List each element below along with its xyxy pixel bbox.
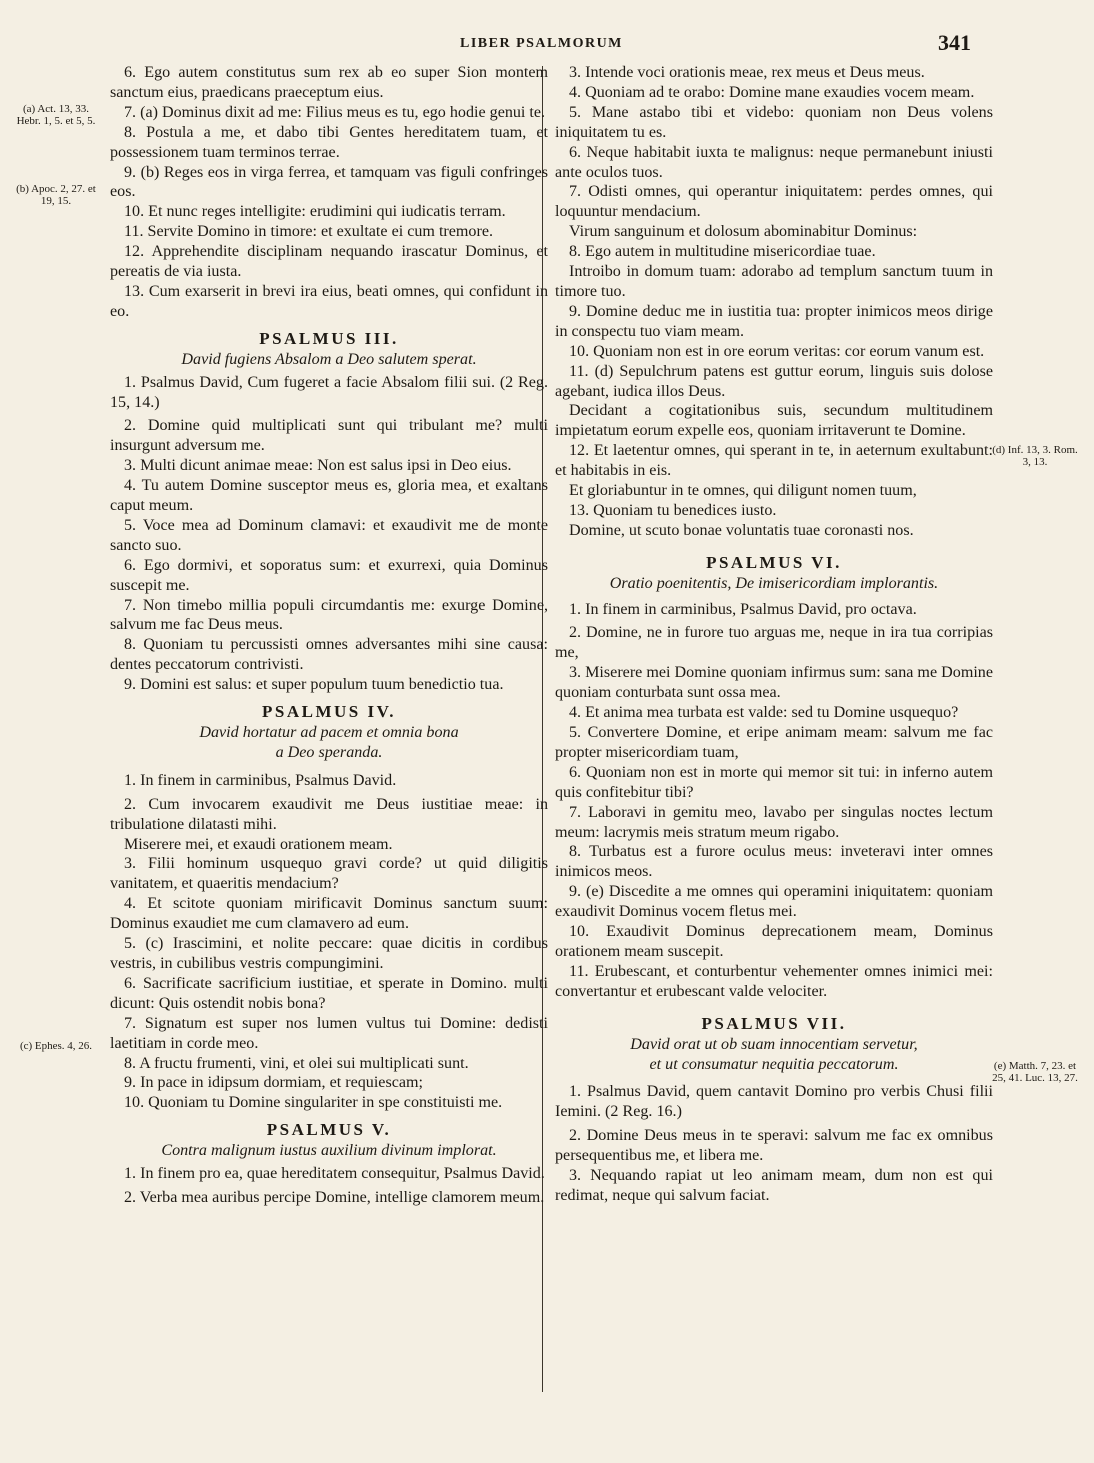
verse: Domine, ut scuto bonae voluntatis tuae coronasti nos. [569,521,914,539]
verse: 3. Intende voci orationis meae, rex meus et Deus meus. [569,64,925,81]
verse: 11. Erubescant, et conturbentur vehementer omnes inimici mei: convertantur et erubescant valde velociter. [555,962,993,1000]
verse: 10. Quoniam tu Domine singulariter in spe constituisti me. [124,1094,503,1112]
verse: 4. Et scitote quoniam mirificavit Dominus sanctum suum: Dominus exaudiet me cum clamavero ad eum. [110,895,548,933]
verse: 10. Exaudivit Dominus deprecationem meam, Dominus orationem meam suscepit. [555,923,993,960]
verse: 6. Quoniam non est in morte qui memor sit tui: in inferno autem quis confitebitur tibi? [555,763,993,801]
verse: 13. Cum exarserit in brevi ira eius, beati omnes, qui confidunt in eo. [110,282,548,320]
verse: 1. In finem in carminibus, Psalmus David. [124,771,397,789]
verse: 13. Quoniam tu benedices iusto. [569,501,777,519]
verse: 7. (a) Dominus dixit ad me: Filius meus es tu, ego hodie genui te. [124,103,546,121]
verse: Virum sanguinum et dolosum abominabitur Dominus: [569,223,918,241]
psalm-title: PSALMUS VI. [706,552,842,572]
verse: 7. Signatum est super nos lumen vultus tui Domine: dedisti laetitiam in corde meo. [110,1014,548,1052]
verse: 1. In finem pro ea, quae hereditatem consequitur, Psalmus David. [124,1165,545,1183]
verse: 8. Postula a me, et dabo tibi Gentes hereditatem tuam, et possessionem tuam terminos terrae. [110,123,548,161]
verse: 6. Ego dormivi, et soporatus sum: et exurrexi, quia Dominus suscepit me. [110,556,548,594]
verse: 9. Domine deduc me in iustitia tua: propter inimicos meos dirige in conspectu tuo viam meam. [555,302,993,340]
page-header [0,32,1094,56]
verse: 6. Neque habitabit iuxta te malignus: neque permanebunt iniusti ante oculos tuos. [555,143,993,181]
verse: 8. Quoniam tu percussisti omnes adversantes mihi sine causa: dentes peccatorum contrivisti. [110,636,548,674]
margin-note: (c) Ephes. 4, 26. [19,1040,93,1052]
verse: 7. Non timebo millia populi circumdantis me: exurge Domine, salvum me fac Deus meus. [110,596,548,634]
psalm-subtitle: a Deo speranda. [275,743,383,761]
verse: 5. Mane astabo tibi et videbo: quoniam non Deus volens iniquitatem tu es. [555,103,993,141]
verse: 2. Domine Deus meus in te speravi: salvum me fac ex omnibus persequentibus me, et libera me. [555,1127,993,1165]
left-column [110,63,548,1208]
verse: 9. In pace in idipsum dormiam, et requiescam; [124,1074,423,1092]
verse: 5. Convertere Domine, et eripe animam meam: salvum me fac propter misericordiam tuam, [555,724,993,761]
verse: 1. Psalmus David, Cum fugeret a facie Absalom filii sui. (2 Reg. 15, 14.) [110,373,548,411]
psalm-subtitle: David orat ut ob suam innocentiam servetur, [630,1035,918,1053]
verse: 4. Quoniam ad te orabo: Domine mane exaudies vocem meam. [569,83,975,101]
psalm-title: PSALMUS IV. [262,702,396,722]
verse: 3. Miserere mei Domine quoniam infirmus sum: sana me Domine quoniam conturbata sunt ossa mea. [555,664,993,702]
running-title: LIBER PSALMORUM [460,36,623,51]
verse: 1. In finem in carminibus, Psalmus David, pro octava. [569,600,917,618]
verse: Et gloriabuntur in te omnes, qui diligunt nomen tuum, [569,482,917,500]
verse: 3. Filii hominum usquequo gravi corde? ut quid diligitis vanitatem, et quaeritis mendacium? [110,855,548,893]
verse: Miserere mei, et exaudi orationem meam. [124,835,393,853]
verse: 3. Multi dicunt animae meae: Non est salus ipsi in Deo eius. [124,457,512,475]
verse: 9. (e) Discedite a me omnes qui operamini iniquitatem: quoniam exaudivit Dominus vocem fletus mei. [555,883,993,921]
verse: 9. (b) Reges eos in virga ferrea, et tamquam vas figuli confringes eos. [110,163,548,201]
verse: 5. (c) Irascimini, et nolite peccare: quae dicitis in cordibus vestris, in cubilibus vestris compungimini. [110,935,548,972]
verse: 8. A fructu frumenti, vini, et olei sui multiplicati sunt. [124,1054,469,1072]
verse: 2. Cum invocarem exaudivit me Deus iustitiae meae: in tribulatione dilatasti mihi. [110,795,548,833]
verse: 12. Et laetentur omnes, qui sperant in te, in aeternum exultabunt: et habitabis in eis. [555,442,993,480]
verse: 11. (d) Sepulchrum patens est guttur eorum, linguis suis dolose agebant, iudica illos Deus. [555,362,993,400]
verse: Decidant a cogitationibus suis, secundum multitudinem impietatum eorum expelle eos, quoniam irritaverunt te Domine. [555,402,993,440]
psalm-subtitle: Contra malignum iustus auxilium divinum implorat. [161,1142,497,1160]
verse: 6. Ego autem constitutus sum rex ab eo super Sion montem sanctum eius, praedicans praeceptum eius. [110,64,548,101]
verse: 8. Ego autem in multitudine misericordiae tuae. [569,243,876,261]
verse: Introibo in domum tuam: adorabo ad templum sanctum tuum in timore tuo. [555,263,993,300]
verse: 1. Psalmus David, quem cantavit Domino pro verbis Chusi filii Iemini. (2 Reg. 16.) [555,1083,993,1121]
verse: 6. Sacrificate sacrificium iustitiae, et sperate in Domino. multi dicunt: Quis ostendit nobis bona? [110,974,548,1012]
margin-note: (d) Inf. 13, 3. Rom. 3, 13. [992,444,1078,468]
margin-note: (a) Act. 13, 33. Hebr. 1, 5. et 5, 5. [16,103,96,127]
psalm-subtitle: David fugiens Absalom a Deo salutem sperat. [181,350,477,368]
margin-note: (b) Apoc. 2, 27. et 19, 15. [16,183,96,207]
psalm-subtitle: Oratio poenitentis, De imisericordiam implorantis. [609,574,939,592]
verse: 3. Nequando rapiat ut leo animam meam, dum non est qui redimat, neque qui salvum faciat. [555,1167,993,1204]
verse: 10. Quoniam non est in ore eorum veritas: cor eorum vanum est. [569,342,985,360]
verse: 11. Servite Domino in timore: et exultate ei cum tremore. [124,223,494,241]
verse: 4. Tu autem Domine susceptor meus es, gloria mea, et exaltans caput meum. [110,477,548,515]
verse: 8. Turbatus est a furore oculus meus: inveteravi inter omnes inimicos meos. [555,843,993,881]
verse: 4. Et anima mea turbata est valde: sed tu Domine usquequo? [569,704,959,722]
verse: 9. Domini est salus: et super populum tuum benedictio tua. [124,676,504,694]
verse: 12. Apprehendite disciplinam nequando irascatur Dominus, et pereatis de via iusta. [110,243,548,281]
verse: 5. Voce mea ad Dominum clamavi: et exaudivit me de monte sancto suo. [110,516,548,554]
verse: 2. Verba mea auribus percipe Domine, intellige clamorem meum. [124,1188,545,1206]
verse: 7. Odisti omnes, qui operantur iniquitatem: perdes omnes, qui loquuntur mendacium. [555,183,993,221]
psalm-title: PSALMUS V. [266,1120,392,1140]
psalm-subtitle: David hortatur ad pacem et omnia bona [199,724,459,741]
right-column [555,63,993,1206]
verse: 7. Laboravi in gemitu meo, lavabo per singulas noctes lectum meum: lacrymis meis stratum meum rigabo. [555,803,993,841]
psalm-subtitle: et ut consumatur nequitia peccatorum. [649,1055,899,1073]
verse: 2. Domine quid multiplicati sunt qui tribulant me? multi insurgunt adversum me. [110,417,548,455]
psalm-title: PSALMUS III. [259,328,399,348]
page-number: 341 [938,30,971,55]
verse: 2. Domine, ne in furore tuo arguas me, neque in ira tua corripias me, [555,624,993,662]
margin-note: (e) Matth. 7, 23. et 25, 41. Luc. 13, 27. [992,1060,1078,1084]
psalm-title: PSALMUS VII. [701,1013,847,1033]
verse: 10. Et nunc reges intelligite: erudimini qui iudicatis terram. [124,203,506,221]
